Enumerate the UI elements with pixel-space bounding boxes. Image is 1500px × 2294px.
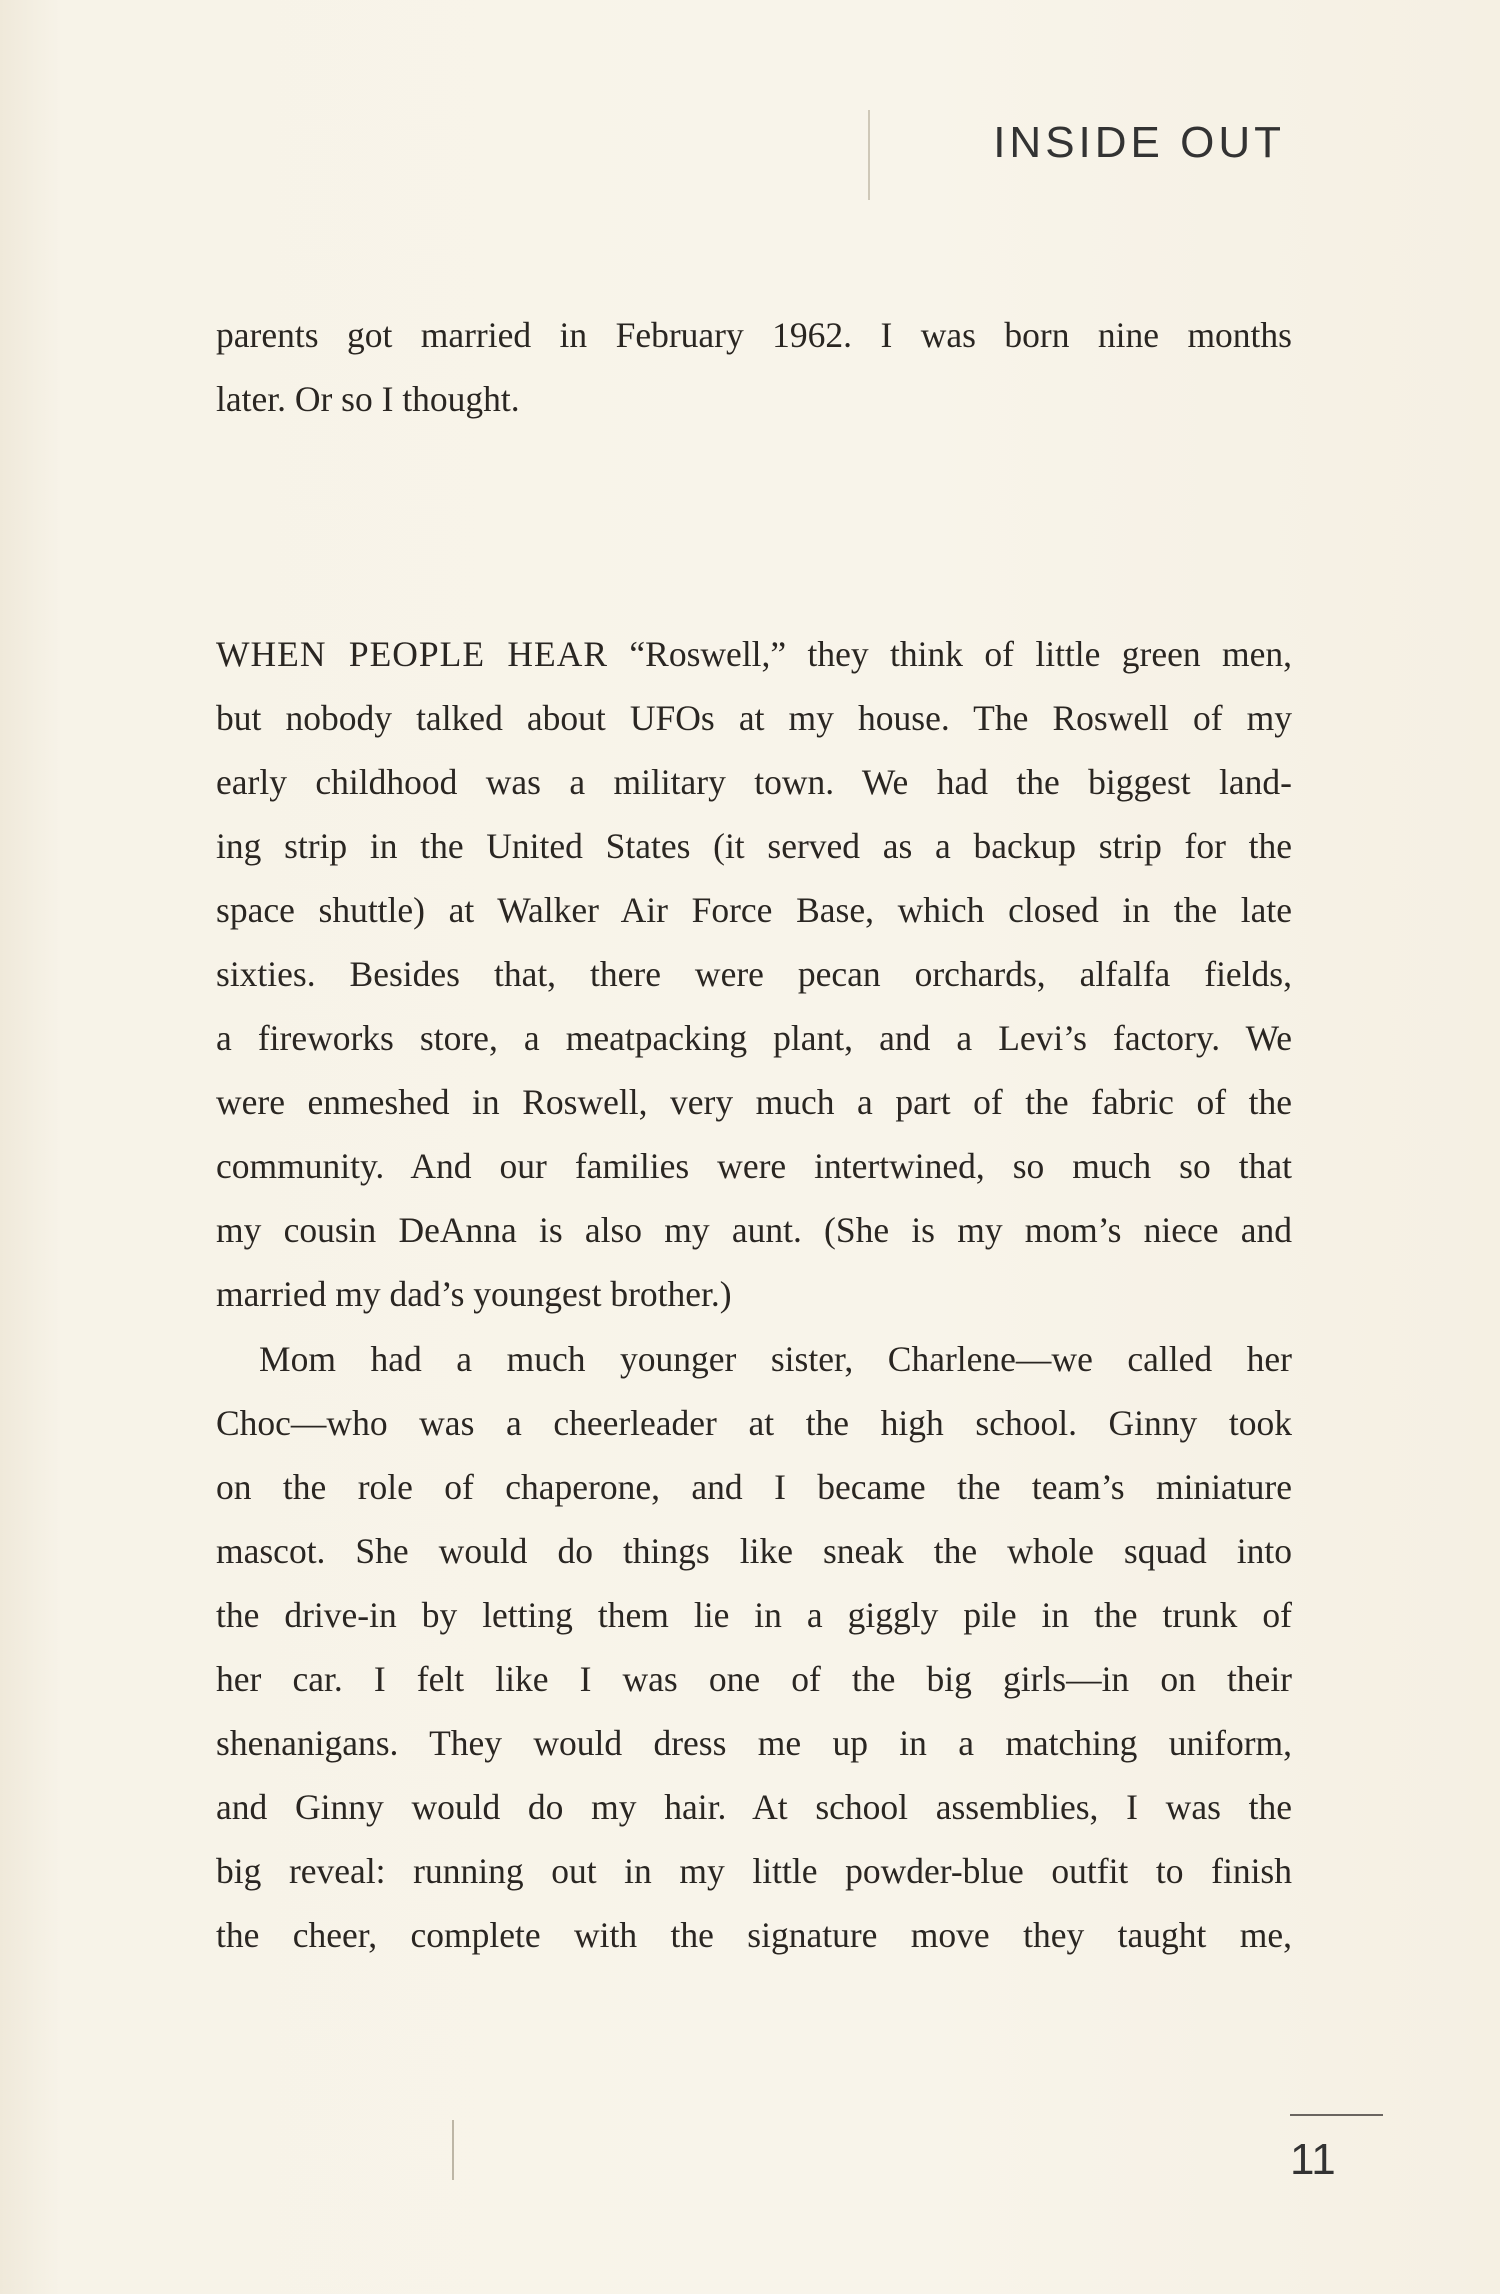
text-line: ing strip in the United States (it served as a backup strip for the (216, 826, 1292, 866)
text-line: space shuttle) at Walker Air Force Base, which closed in the late (216, 890, 1292, 930)
paragraph-3 (216, 1327, 1292, 1967)
text-line: parents got married in February 1962. I was born nine months (216, 315, 1292, 355)
page-number: 11 (1290, 2135, 1336, 2184)
running-head: INSIDE OUT (993, 118, 1285, 167)
folio-rule (1290, 2114, 1383, 2116)
text-line: shenanigans. They would dress me up in a matching uniform, (216, 1723, 1292, 1763)
text-line: a fireworks store, a meatpacking plant, and a Levi’s factory. We (216, 1018, 1292, 1058)
text-line: Mom had a much younger sister, Charlene—we called her (259, 1339, 1292, 1379)
text-line: later. Or so I thought. (216, 379, 520, 419)
text-line-rest: “Roswell,” they think of little green men, (608, 634, 1293, 674)
section-lead-in: WHEN PEOPLE HEAR (216, 634, 609, 674)
text-line: were enmeshed in Roswell, very much a part of the fabric of the (216, 1082, 1292, 1122)
gutter-shadow-mark (868, 110, 870, 200)
text-line: the cheer, complete with the signature move they taught me, (216, 1915, 1292, 1955)
text-line: the drive-in by letting them lie in a giggly pile in the trunk of (216, 1595, 1292, 1635)
paragraph-2 (216, 622, 1292, 1326)
text-line: but nobody talked about UFOs at my house. The Roswell of my (216, 698, 1292, 738)
text-line: my cousin DeAnna is also my aunt. (She is my mom’s niece and (216, 1210, 1292, 1250)
text-line: big reveal: running out in my little powder-blue outfit to finish (216, 1851, 1292, 1891)
paragraph-1 (216, 303, 1292, 431)
text-line: her car. I felt like I was one of the big girls—in on their (216, 1659, 1292, 1699)
text-line: early childhood was a military town. We had the biggest land- (216, 762, 1292, 802)
text-line: married my dad’s youngest brother.) (216, 1274, 732, 1314)
text-line: Choc—who was a cheerleader at the high school. Ginny took (216, 1403, 1292, 1443)
text-line: sixties. Besides that, there were pecan orchards, alfalfa fields, (216, 954, 1292, 994)
gutter-shadow-mark (452, 2120, 454, 2180)
text-line (216, 622, 1292, 686)
text-line: community. And our families were intertwined, so much so that (216, 1146, 1292, 1186)
text-line: mascot. She would do things like sneak the whole squad into (216, 1531, 1292, 1571)
text-line: and Ginny would do my hair. At school assemblies, I was the (216, 1787, 1292, 1827)
text-line: on the role of chaperone, and I became the team’s miniature (216, 1467, 1292, 1507)
